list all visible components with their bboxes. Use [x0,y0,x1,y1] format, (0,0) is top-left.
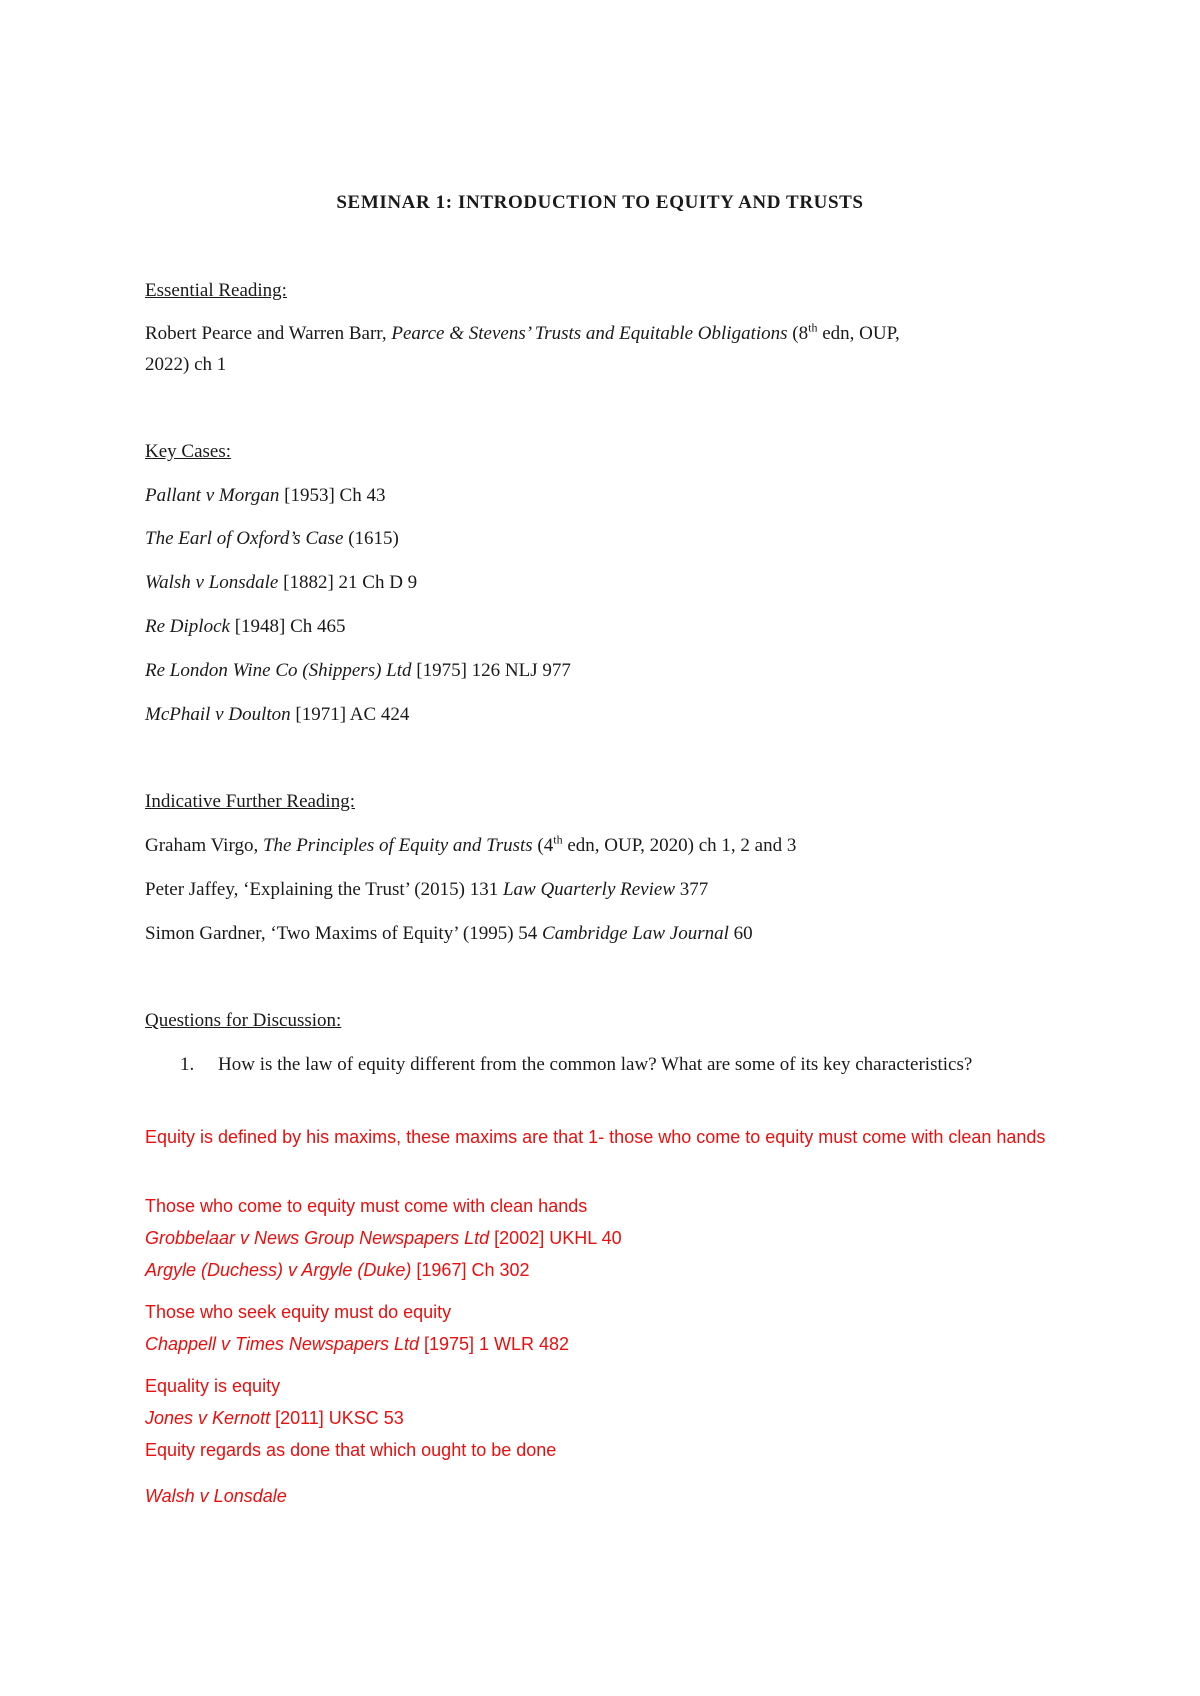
maxim-case-citation: [1967] Ch 302 [411,1260,530,1280]
maxim-case-name: Argyle (Duchess) v Argyle (Duke) [145,1260,412,1280]
key-case-item [145,615,346,639]
answer-intro: Equity is defined by his maxims, these maxims are that 1- those who come to equity must come with clean hands [145,1127,1046,1147]
further-title: Law Quarterly Review [502,879,675,900]
question-number: 1. [180,1054,195,1075]
case-citation: [1971] AC 424 [290,704,410,725]
case-name: Walsh v Lonsdale [145,572,279,593]
essential-author: Robert Pearce and Warren Barr, [145,323,392,344]
case-citation: [1882] 21 Ch D 9 [278,572,418,593]
further-suffix: 60 [728,923,753,944]
questions-list [145,1052,1057,1078]
further-edition-sup: th [553,832,563,847]
essential-reading-line2: 2022) ch 1 [145,354,227,375]
case-name: Re London Wine Co (Shippers) Ltd [145,660,412,681]
essential-edition-prefix: (8 [787,323,809,344]
case-citation: [1953] Ch 43 [279,485,386,506]
maxim-case-citation: [2011] UKSC 53 [270,1408,404,1428]
maxim-case-citation: [2002] UKHL 40 [489,1228,622,1248]
key-case-item [145,571,417,595]
key-case-item [145,659,571,683]
further-prefix: Graham Virgo, [145,835,263,856]
key-cases-heading: Key Cases: [145,441,232,462]
further-edition-prefix: (4 [532,835,554,856]
further-reading-item [145,878,708,902]
page-title: SEMINAR 1: INTRODUCTION TO EQUITY AND TRUSTS [336,192,864,213]
maxim-case-line [145,1332,569,1356]
key-case-item [145,527,399,551]
case-name: The Earl of Oxford’s Case [145,528,344,549]
essential-edition-suffix: edn, OUP, [817,323,900,344]
further-reading-item [145,922,753,946]
case-name: McPhail v Doulton [145,704,291,725]
case-citation: [1948] Ch 465 [229,616,346,637]
maxim-case-line [145,1226,622,1250]
case-name: Re Diplock [145,616,230,637]
questions-heading: Questions for Discussion: [145,1010,342,1031]
case-name: Pallant v Morgan [145,485,280,506]
key-case-item [145,703,409,727]
key-case-item [145,484,385,508]
maxim-case-name: Jones v Kernott [145,1408,271,1428]
question-text: How is the law of equity different from the common law? What are some of its key characteristics? [218,1054,973,1075]
case-citation: [1975] 126 NLJ 977 [411,660,571,681]
further-prefix: Peter Jaffey, ‘Explaining the Trust’ (2015) 131 [145,879,503,900]
maxim-case-name: Walsh v Lonsdale [145,1486,287,1506]
maxim-case-line [145,1484,287,1508]
maxim-case-name: Grobbelaar v News Group Newspapers Ltd [145,1228,490,1248]
further-suffix: 377 [675,879,709,900]
question-item [145,1052,1057,1078]
maxim-line: Equality is equity [145,1376,281,1396]
case-citation: (1615) [343,528,399,549]
further-suffix: edn, OUP, 2020) ch 1, 2 and 3 [562,835,797,856]
maxim-line: Those who seek equity must do equity [145,1302,452,1322]
further-title: Cambridge Law Journal [542,923,729,944]
further-reading-item [145,834,796,858]
further-reading-heading: Indicative Further Reading: [145,791,355,812]
further-title: The Principles of Equity and Trusts [262,835,533,856]
essential-reading-heading: Essential Reading: [145,280,287,301]
maxim-case-line [145,1406,404,1430]
maxim-case-line [145,1258,530,1282]
maxim-line: Those who come to equity must come with clean hands [145,1196,588,1216]
essential-book-title: Pearce & Stevens’ Trusts and Equitable Obligations [391,323,788,344]
essential-reading-entry [145,320,1057,348]
maxim-case-name: Chappell v Times Newspapers Ltd [145,1334,419,1354]
essential-edition-sup: th [808,320,818,335]
further-prefix: Simon Gardner, ‘Two Maxims of Equity’ (1995) 54 [145,923,543,944]
maxim-case-citation: [1975] 1 WLR 482 [418,1334,570,1354]
maxim-line: Equity regards as done that which ought to be done [145,1440,557,1460]
